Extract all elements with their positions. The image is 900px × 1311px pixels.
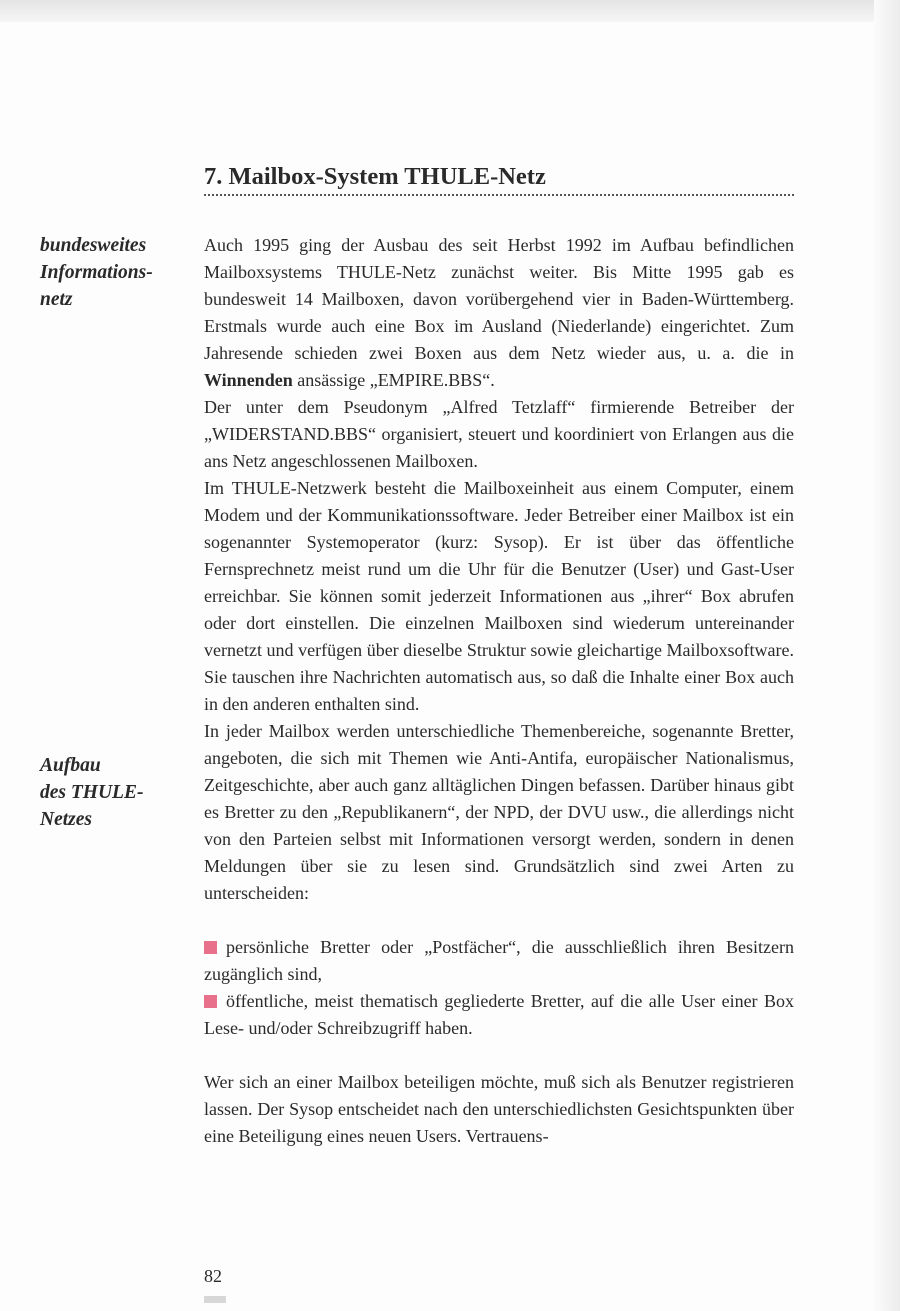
margin-note-line: des THULE- <box>40 782 144 803</box>
margin-note-line: Netzes <box>40 809 92 830</box>
scan-edge-top <box>0 0 900 22</box>
margin-note-informationsnetz <box>40 232 190 313</box>
bullet-item <box>204 988 794 1042</box>
paragraph-2: Der unter dem Pseudonym „Alfred Tetzlaff“ firmierende Betreiber der „WIDERSTAND.BBS“ organisiert, steuert und koordiniert von Erlangen aus die ans Netz angeschlossenen Mailboxen. <box>204 397 794 471</box>
chapter-title: 7. Mailbox-System THULE-Netz <box>204 163 794 196</box>
margin-note-line: Aufbau <box>40 755 101 776</box>
paragraph-1-text-b: ansässige „EMPIRE.BBS“. <box>292 370 495 390</box>
paragraph-1-bold-place: Winnenden <box>204 370 293 390</box>
bullet-item <box>204 934 794 988</box>
margin-note-line: Informations- <box>40 262 153 283</box>
margin-note-line: bundesweites <box>40 235 147 256</box>
paragraph-3: Im THULE-Netzwerk besteht die Mailboxeinheit aus einem Computer, einem Modem und der Kommunikationssoftware. Jeder Betreiber einer Mailbox ist ein sogenannter Systemoperator (kurz: Sysop). Er ist über das öffentliche Fernsprechnetz meist rund um die Uhr für die Benutzer (User) und Gast-User erreichbar. Sie können somit jederzeit Informationen aus „ihrer“ Box abrufen oder dort einstellen. Die einzelnen Mailboxen sind wiederum untereinander vernetzt und verfügen über dieselbe Struktur sowie gleichartige Mailboxsoftware. Sie tauschen ihre Nachrichten automatisch aus, so daß die Inhalte einer Box auch in den anderen enthalten sind. <box>204 478 794 714</box>
bullet-text: öffentliche, meist thematisch gegliederte Bretter, auf die alle User einer Box Lese- und/oder Schreibzugriff haben. <box>204 991 794 1038</box>
paragraph-5: Wer sich an einer Mailbox beteiligen möchte, muß sich als Benutzer registrieren lassen. Der Sysop entscheidet nach den unterschiedlichsten Gesichtspunkten über eine Beteiligung eines neuen Users. Vertrauens- <box>204 1072 794 1146</box>
paragraph-4: In jeder Mailbox werden unterschiedliche Themenbereiche, sogenannte Bretter, angeboten, die sich mit Themen wie Anti-Antifa, europäischer Nationalismus, Zeitgeschichte, aber auch ganz alltäglichen Dingen befassen. Darüber hinaus gibt es Bretter zu den „Republikanern“, der NPD, der DVU usw., die allerdings nicht von den Parteien selbst mit Informationen versorgt werden, sondern in denen Meldungen über sie zu lesen sind. Grundsätzlich sind zwei Arten zu unterscheiden: <box>204 721 794 903</box>
paragraph-1-text-a: Auch 1995 ging der Ausbau des seit Herbst 1992 im Aufbau befindlichen Mailboxsystems THULE-Netz zunächst weiter. Bis Mitte 1995 gab es bundesweit 14 Mailboxen, davon vorübergehend vier in Baden-Württemberg. Erstmals wurde auch eine Box im Ausland (Niederlande) eingerichtet. Zum Jahresende schieden zwei Boxen aus dem Netz wieder aus, u. a. die in <box>204 235 794 363</box>
page-number: 82 <box>204 1266 222 1286</box>
margin-note-line: netz <box>40 289 73 310</box>
square-bullet-icon <box>204 995 217 1008</box>
page-tab-marker <box>204 1296 226 1303</box>
bullet-text: persönliche Bretter oder „Postfächer“, die ausschließlich ihren Besitzern zugänglich sind, <box>204 937 794 984</box>
body-text <box>204 232 794 1150</box>
square-bullet-icon <box>204 941 217 954</box>
paragraph-1 <box>204 232 794 394</box>
margin-note-aufbau <box>40 752 190 833</box>
scan-edge-right <box>874 0 900 1311</box>
